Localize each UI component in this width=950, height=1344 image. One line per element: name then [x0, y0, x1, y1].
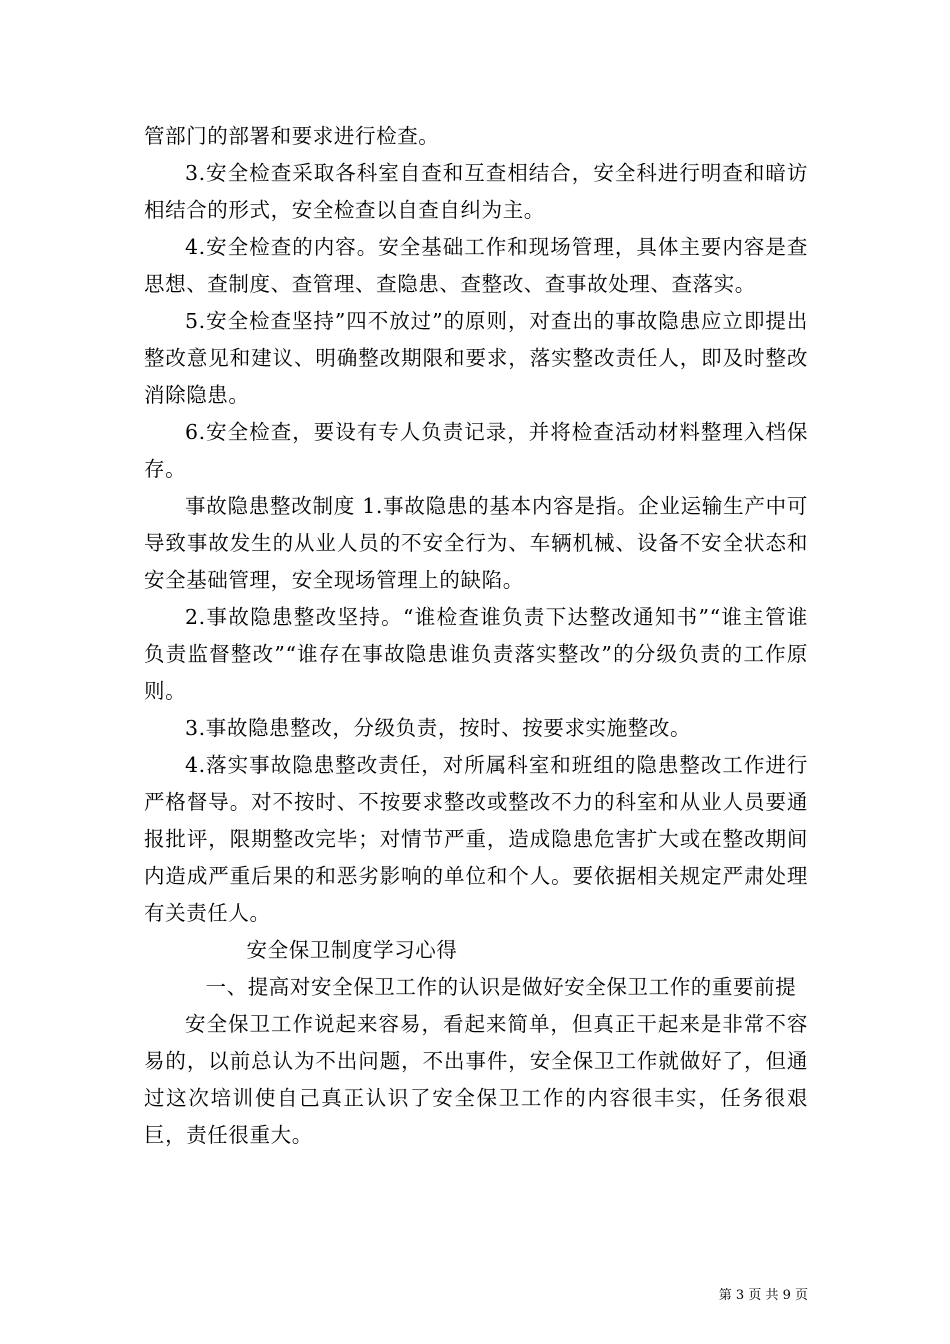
- page-number-footer: 第 3 页 共 9 页: [718, 1288, 808, 1303]
- subsection-heading: 一、提高对安全保卫工作的认识是做好安全保卫工作的重要前提: [205, 975, 797, 999]
- paragraph: 事故隐患整改制度 1.事故隐患的基本内容是指。企业运输生产中可导致事故发生的从业人员的不安全行为、车辆机械、设备不安全状态和安全基础管理，安全现场管理上的缺陷。: [144, 494, 808, 592]
- paragraph: 管部门的部署和要求进行检查。: [144, 124, 440, 148]
- paragraph: 安全保卫工作说起来容易，看起来简单，但真正干起来是非常不容易的，以前总认为不出问题，不出事件，安全保卫工作就做好了，但通过这次培训使自己真正认识了安全保卫工作的内容很丰实，任务很艰巨，责任很重大。: [144, 1012, 808, 1147]
- paragraph: 4.安全检查的内容。安全基础工作和现场管理，具体主要内容是查思想、查制度、查管理、查隐患、查整改、查事故处理、查落实。: [144, 235, 808, 296]
- paragraph: 2.事故隐患整改坚持。“谁检查谁负责下达整改通知书”“谁主管谁负责监督整改”“谁存在事故隐患谁负责落实整改”的分级负责的工作原则。: [144, 605, 808, 703]
- paragraph: 3.事故隐患整改，分级负责，按时、按要求实施整改。: [185, 716, 692, 740]
- document-body: [144, 118, 808, 1154]
- paragraph: 5.安全检查坚持”四不放过”的原则，对查出的事故隐患应立即提出整改意见和建议、明确整改期限和要求，落实整改责任人，即及时整改消除隐患。: [144, 309, 808, 407]
- paragraph: 4.落实事故隐患整改责任，对所属科室和班组的隐患整改工作进行严格督导。对不按时、不按要求整改或整改不力的科室和从业人员要通报批评，限期整改完毕；对情节严重，造成隐患危害扩大或在整改期间内造成严重后果的和恶劣影响的单位和个人。要依据相关规定严肃处理有关责任人。: [144, 753, 808, 925]
- section-heading: 安全保卫制度学习心得: [246, 938, 458, 962]
- paragraph: 6.安全检查，要设有专人负责记录，并将检查活动材料整理入档保存。: [144, 420, 808, 481]
- paragraph: 3.安全检查采取各科室自查和互查相结合，安全科进行明查和暗访相结合的形式，安全检查以自查自纠为主。: [144, 161, 808, 222]
